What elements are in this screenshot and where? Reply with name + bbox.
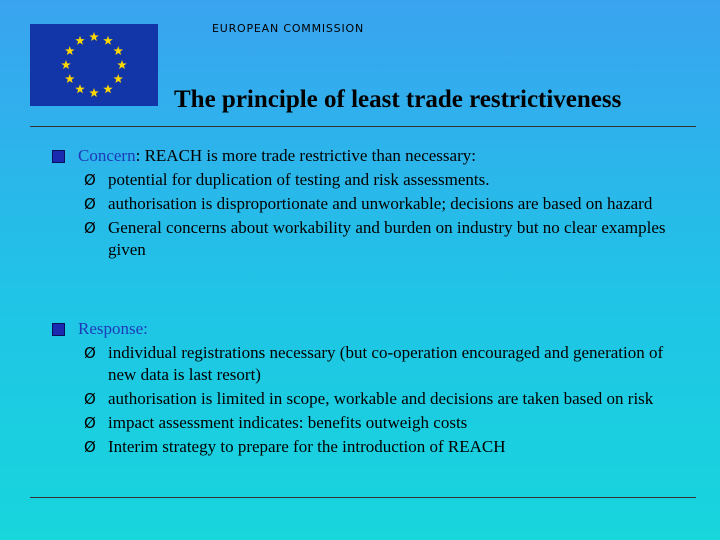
commission-label: EUROPEAN COMMISSION [212, 22, 364, 35]
star-icon [113, 46, 123, 55]
star-icon [103, 84, 113, 93]
concern-section [52, 145, 692, 261]
arrow-bullet-icon: Ø [84, 195, 96, 213]
eu-stars-icon [30, 24, 158, 106]
response-item-4: Interim strategy to prepare for the introduction of REACH [108, 437, 506, 456]
star-icon [113, 74, 123, 83]
page-title: The principle of least trade restrictiveness [174, 86, 622, 113]
list-item [52, 388, 692, 410]
concern-label: Concern [78, 146, 136, 165]
concern-item-2: authorisation is disproportionate and unworkable; decisions are based on hazard [108, 194, 653, 213]
concern-item-3: General concerns about workability and burden on industry but no clear examples given [108, 218, 666, 259]
arrow-bullet-icon: Ø [84, 171, 96, 189]
response-heading [52, 318, 692, 340]
arrow-bullet-icon: Ø [84, 344, 96, 362]
star-icon [65, 46, 75, 55]
concern-text: : REACH is more trade restrictive than necessary: [135, 146, 476, 165]
arrow-bullet-icon: Ø [84, 219, 96, 237]
top-divider [30, 126, 696, 127]
list-item [52, 436, 692, 458]
star-icon [65, 74, 75, 83]
star-icon [89, 88, 99, 97]
eu-flag-logo [30, 24, 158, 106]
arrow-bullet-icon: Ø [84, 390, 96, 408]
list-item [52, 169, 692, 191]
star-icon [117, 60, 127, 69]
response-label: Response: [78, 319, 148, 338]
list-item [52, 412, 692, 434]
response-item-3: impact assessment indicates: benefits outweigh costs [108, 413, 468, 432]
star-icon [89, 32, 99, 41]
list-item [52, 217, 692, 261]
bottom-divider [30, 497, 696, 498]
star-icon [75, 36, 85, 45]
square-bullet-icon [52, 323, 65, 336]
star-icon [103, 36, 113, 45]
concern-item-1: potential for duplication of testing and risk assessments. [108, 170, 490, 189]
response-item-1: individual registrations necessary (but co-operation encouraged and generation of new data is last resort) [108, 343, 664, 384]
response-item-2: authorisation is limited in scope, workable and decisions are taken based on risk [108, 389, 654, 408]
concern-heading [52, 145, 692, 167]
star-icon [61, 60, 71, 69]
star-icon [75, 84, 85, 93]
response-section [52, 318, 692, 458]
square-bullet-icon [52, 150, 65, 163]
arrow-bullet-icon: Ø [84, 414, 96, 432]
list-item [52, 193, 692, 215]
arrow-bullet-icon: Ø [84, 438, 96, 456]
list-item [52, 342, 692, 386]
